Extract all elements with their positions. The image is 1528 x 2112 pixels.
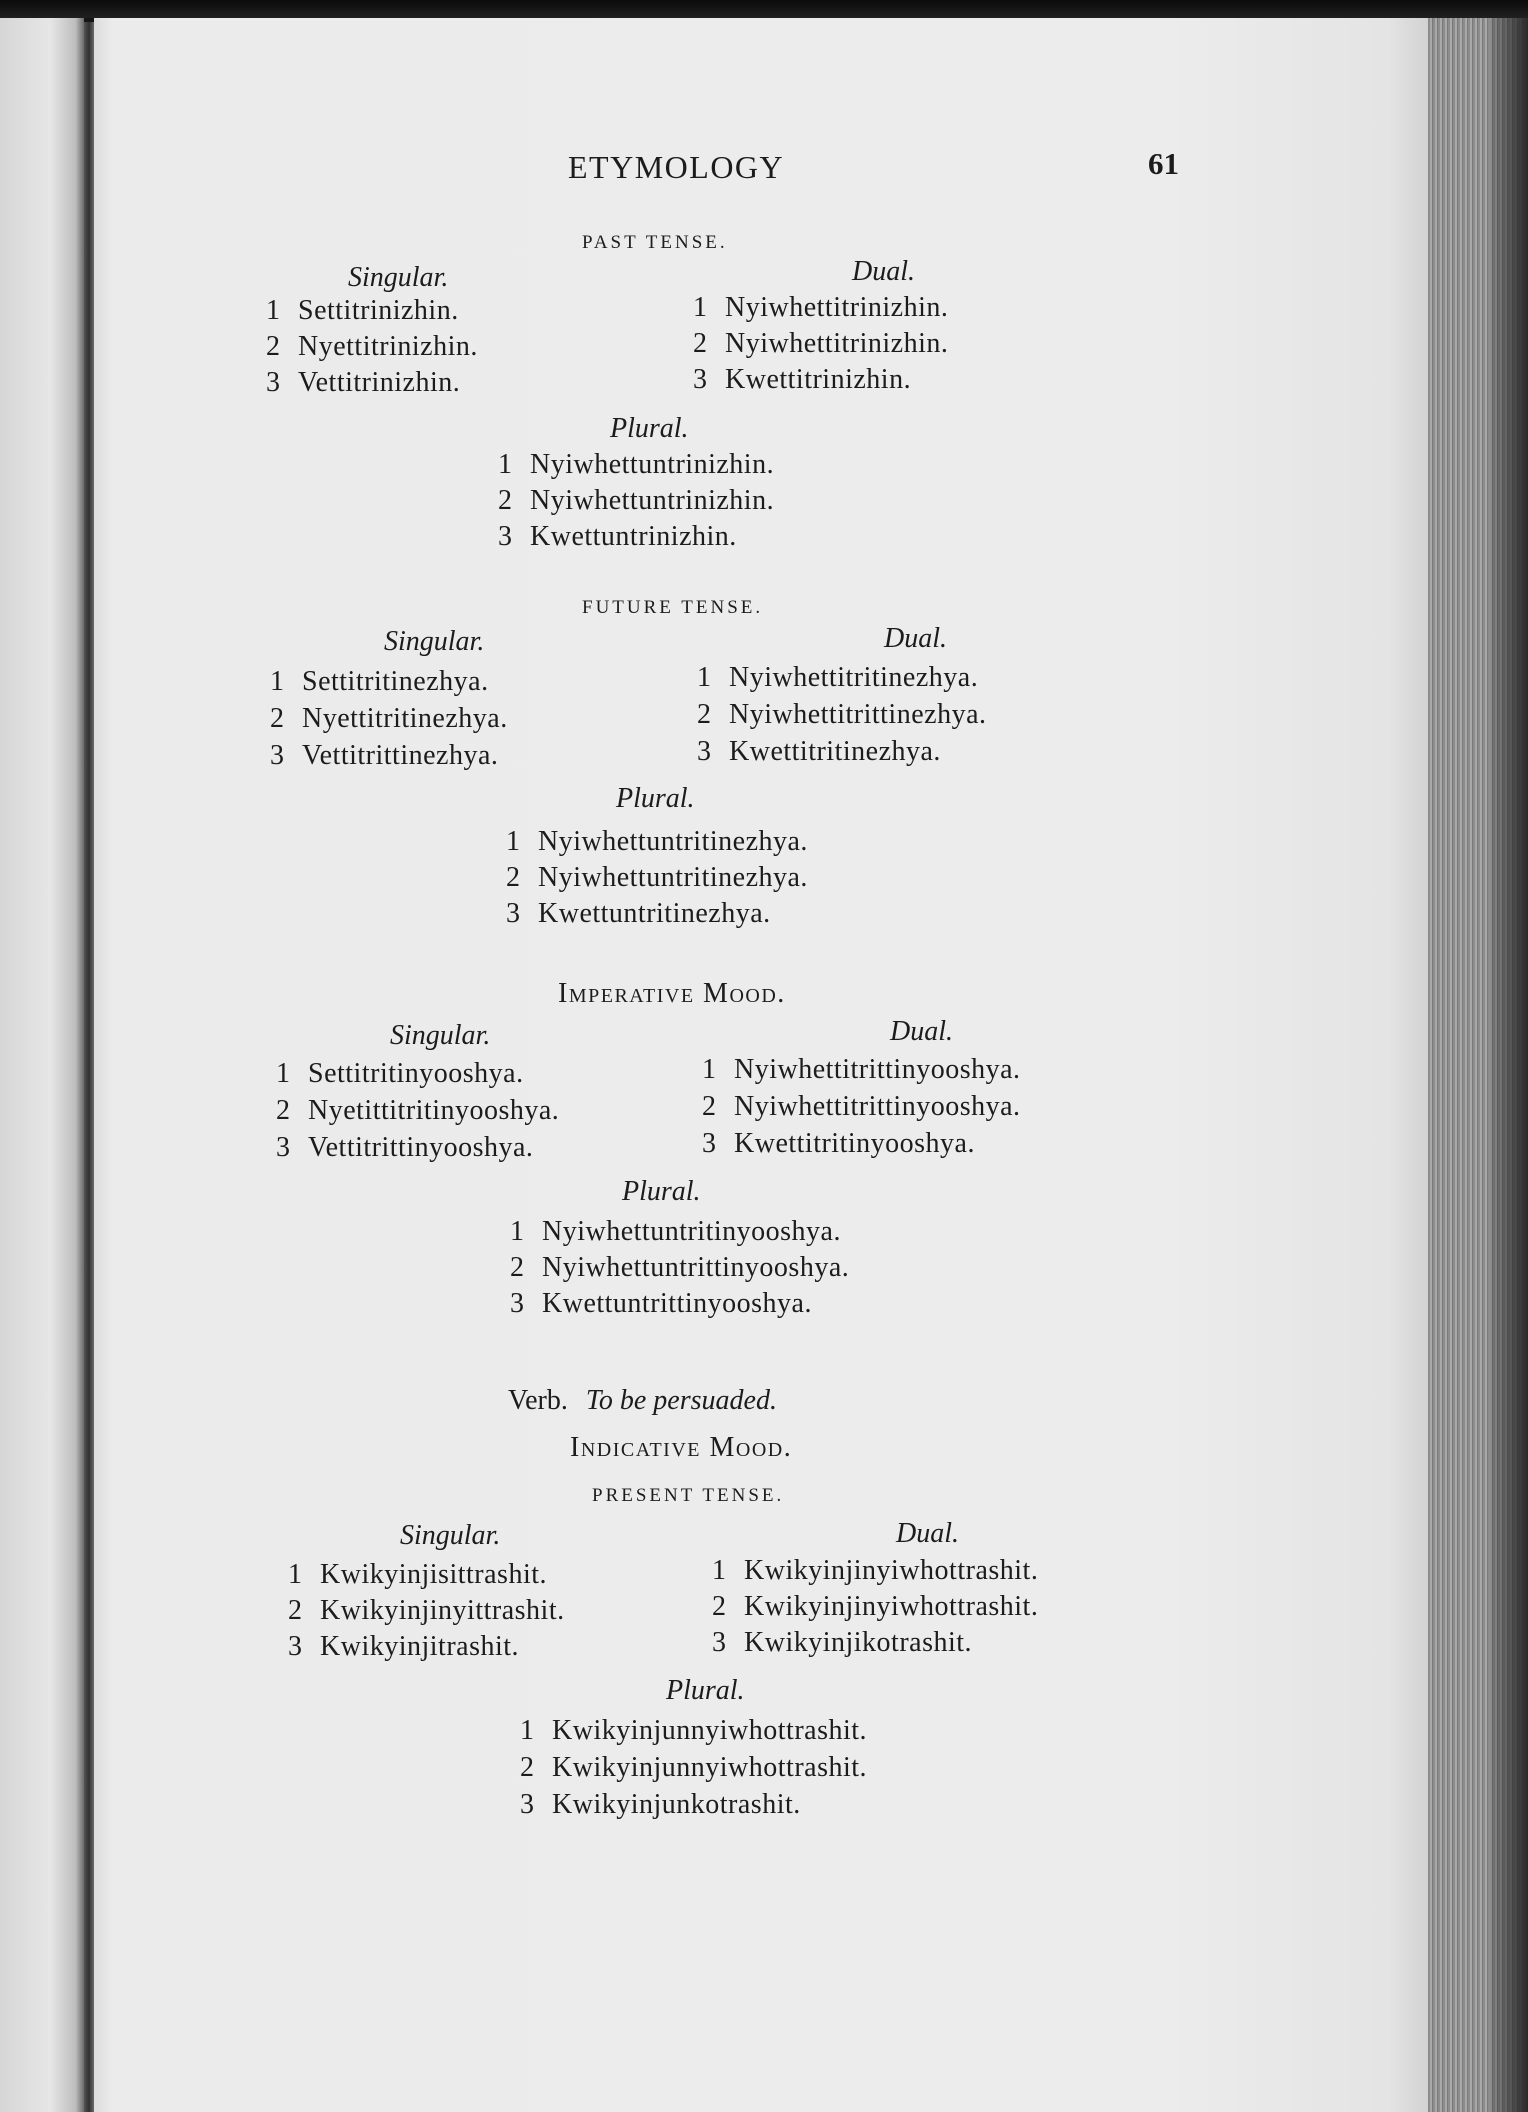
paradigm-entry: 1 Settitrinizhin.	[266, 295, 459, 326]
paradigm-entry: 1 Kwikyinjisittrashit.	[288, 1559, 547, 1590]
paradigm-entry: 3 Kwettuntrinizhin.	[498, 521, 737, 552]
singular-label: Singular.	[384, 626, 485, 657]
dual-label: Dual.	[890, 1016, 953, 1047]
paradigm-entry: 1 Kwikyinjunnyiwhottrashit.	[520, 1715, 868, 1746]
paradigm-entry: 2 Nyiwhettuntritinezhya.	[506, 862, 808, 893]
paradigm-entry: 1 Kwikyinjinyiwhottrashit.	[712, 1555, 1039, 1586]
verb-label: Verb.	[508, 1385, 568, 1416]
singular-label: Singular.	[400, 1520, 501, 1551]
plural-label: Plural.	[616, 783, 695, 814]
section-heading-past-tense: PAST TENSE.	[582, 232, 728, 253]
paradigm-entry: 2 Nyiwhettuntrittinyooshya.	[510, 1252, 850, 1283]
paradigm-entry: 2 Nyetittitritinyooshya.	[276, 1095, 560, 1126]
paradigm-entry: 1 Settitritinyooshya.	[276, 1058, 524, 1089]
paradigm-entry: 1 Nyiwhettitritinezhya.	[697, 662, 979, 693]
dual-label: Dual.	[884, 623, 947, 654]
section-heading-present-tense: PRESENT TENSE.	[592, 1485, 785, 1506]
paradigm-entry: 3 Kwettuntritinezhya.	[506, 898, 771, 929]
paradigm-entry: 2 Kwikyinjunnyiwhottrashit.	[520, 1752, 868, 1783]
paradigm-entry: 2 Nyiwhettitrittinezhya.	[697, 699, 987, 730]
singular-label: Singular.	[390, 1020, 491, 1051]
paradigm-entry: 3 Vettitrittinezhya.	[270, 740, 499, 771]
paradigm-entry: 1 Nyiwhettuntrinizhin.	[498, 449, 775, 480]
left-facing-page	[0, 18, 84, 2112]
paradigm-entry: 3 Kwettitrinizhin.	[693, 364, 912, 395]
paradigm-entry: 3 Vettitrinizhin.	[266, 367, 461, 398]
section-heading-future-tense: FUTURE TENSE.	[582, 597, 764, 618]
paradigm-entry: 3 Kwikyinjikotrashit.	[712, 1627, 973, 1658]
paradigm-entry: 2 Nyiwhettitrittinyooshya.	[702, 1091, 1021, 1122]
paradigm-entry: 3 Vettitrittinyooshya.	[276, 1132, 534, 1163]
section-heading-indicative-mood: Indicative Mood.	[570, 1432, 793, 1463]
paradigm-entry: 1 Nyiwhettitrinizhin.	[693, 292, 949, 323]
dual-label: Dual.	[896, 1518, 959, 1549]
paradigm-entry: 1 Settitritinezhya.	[270, 666, 489, 697]
page-stack-edges	[1428, 18, 1528, 2112]
running-head: ETYMOLOGY	[568, 149, 785, 185]
plural-label: Plural.	[610, 413, 689, 444]
paradigm-entry: 2 Nyiwhettuntrinizhin.	[498, 485, 775, 516]
paradigm-entry: 2 Kwikyinjinyiwhottrashit.	[712, 1591, 1039, 1622]
paradigm-entry: 3 Kwettitritinyooshya.	[702, 1128, 975, 1159]
verb-heading	[508, 1387, 777, 1415]
plural-label: Plural.	[666, 1675, 745, 1706]
section-heading-imperative-mood: Imperative Mood.	[558, 978, 786, 1009]
paradigm-entry: 3 Kwikyinjunkotrashit.	[520, 1789, 801, 1820]
book-gutter	[84, 22, 94, 2112]
paradigm-entry: 2 Nyettitritinezhya.	[270, 703, 508, 734]
page-number: 61	[1148, 146, 1179, 181]
paradigm-entry: 3 Kwettitritinezhya.	[697, 736, 941, 767]
paradigm-entry: 1 Nyiwhettuntritinezhya.	[506, 826, 808, 857]
dual-label: Dual.	[852, 256, 915, 287]
paradigm-entry: 2 Kwikyinjinyittrashit.	[288, 1595, 565, 1626]
verb-gloss: To be persuaded.	[585, 1385, 777, 1416]
paradigm-entry: 2 Nyettitrinizhin.	[266, 331, 478, 362]
paradigm-entry: 1 Nyiwhettuntritinyooshya.	[510, 1216, 841, 1247]
paradigm-entry: 3 Kwettuntrittinyooshya.	[510, 1288, 812, 1319]
paradigm-entry: 3 Kwikyinjitrashit.	[288, 1631, 520, 1662]
paradigm-entry: 2 Nyiwhettitrinizhin.	[693, 328, 949, 359]
scan-top-edge	[0, 0, 1528, 18]
paradigm-entry: 1 Nyiwhettitrittinyooshya.	[702, 1054, 1021, 1085]
plural-label: Plural.	[622, 1176, 701, 1207]
singular-label: Singular.	[348, 262, 449, 293]
